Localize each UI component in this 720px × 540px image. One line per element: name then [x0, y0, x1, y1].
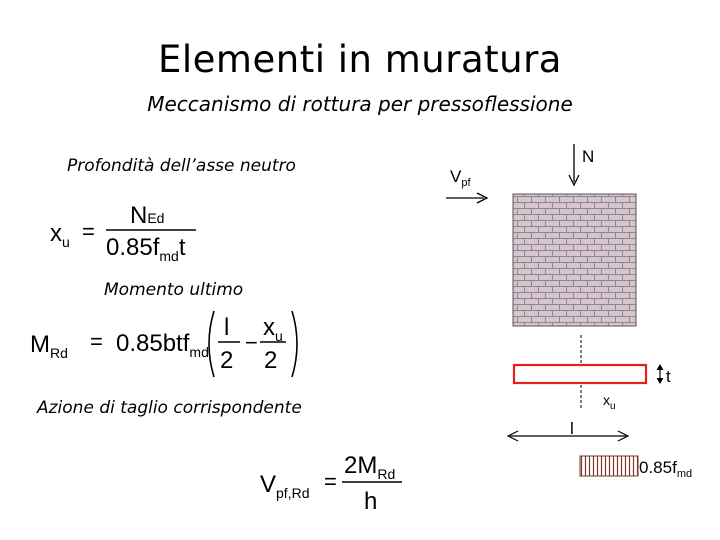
- thickness-arrowhead-down: [657, 378, 664, 384]
- formula-xu-numerator: NEd: [130, 202, 165, 229]
- formula-xu-equals: =: [82, 219, 95, 244]
- axial-load-label: N: [582, 147, 595, 166]
- formula-mrd-t2-den: 2: [264, 347, 278, 374]
- shear-label-diagram: $V_{pf}$: [450, 167, 471, 189]
- formula-mrd-t1-num: l: [224, 314, 230, 341]
- formula-neutral-axis-depth: [40, 195, 210, 270]
- right-paren: [292, 311, 297, 377]
- formula-ultimate-moment: [30, 305, 320, 385]
- page-subtitle: Meccanismo di rottura per pressoflessione: [147, 92, 573, 116]
- thickness-arrowhead-up: [657, 364, 664, 370]
- formula-mrd-coefficient: 0.85btf$_{md}$: [116, 330, 209, 360]
- formula-vpf-equals: =: [324, 469, 337, 494]
- formula-mrd-t1-den: 2: [220, 347, 234, 374]
- left-paren: [209, 311, 214, 377]
- neutral-axis-label: Profondità dell’asse neutro: [67, 156, 296, 176]
- ultimate-moment-label: Momento ultimo: [104, 280, 244, 300]
- formula-xu-lhs: $x_u$: [50, 220, 70, 250]
- masonry-wall: [513, 194, 636, 326]
- formula-xu-denominator: $0.85f_{md}t$: [106, 234, 186, 264]
- formula-vpf-lhs: $V_{pf,Rd}$: [260, 471, 310, 501]
- wall-diagram: [440, 130, 720, 490]
- shear-label: Azione di taglio corrispondente: [37, 398, 302, 418]
- formula-mrd-minus: −: [245, 330, 258, 355]
- formula-vpf-denominator: h: [364, 488, 378, 515]
- formula-mrd-equals: =: [90, 329, 103, 354]
- length-label: l: [570, 419, 574, 438]
- stress-label: $0.85f_{md}$: [639, 458, 693, 480]
- formula-vpf-numerator: $2M_{Rd}$: [344, 452, 396, 482]
- formula-mrd-lhs: $M_{Rd}$: [30, 331, 68, 361]
- formula-shear: [258, 445, 418, 520]
- neutral-axis-depth-label: $x_u$: [603, 392, 616, 412]
- formula-mrd-t2-num: $x_u$: [263, 314, 283, 344]
- stress-block: [580, 456, 638, 476]
- thickness-label: t: [666, 367, 671, 386]
- wall-cross-section: [514, 365, 646, 383]
- page-title: Elementi in muratura: [158, 38, 562, 81]
